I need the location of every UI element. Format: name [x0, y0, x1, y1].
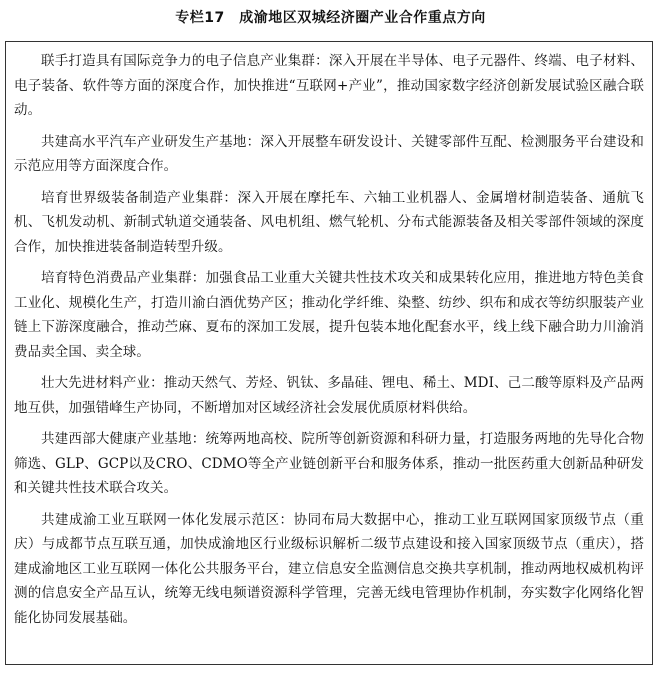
paragraph-industrial-internet	[14, 508, 644, 631]
paragraph-lead: 培育特色消费品产业集群：	[41, 270, 206, 286]
content-box	[5, 41, 653, 665]
paragraph-automotive	[14, 130, 644, 179]
paragraph-consumer-goods	[14, 266, 644, 364]
paragraph-materials	[14, 371, 644, 420]
paragraph-electronics	[14, 49, 644, 123]
paragraph-text: 推动天然气、芳烃、钒钛、多晶硅、锂电、稀土、MDI、己二酸等原料及产品两地互供，加强错峰生产协同，不断增加对区域经济社会发展优质原材料供给。	[14, 375, 645, 416]
paragraph-text: 深入开展在摩托车、六轴工业机器人、金属增材制造装备、通航飞机、飞机发动机、新制式轨道交通装备、风电机组、燃气轮机、分布式能源装备及相关零部件领域的深度合作，加快推进装备制造转型升级。	[14, 189, 644, 255]
paragraph-lead: 共建西部大健康产业基地：	[41, 431, 206, 447]
column-title: 专栏17 成渝地区双城经济圈产业合作重点方向	[175, 10, 486, 26]
paragraph-text: 协同布局大数据中心，推动工业互联网国家顶级节点（重庆）与成都节点互联互通，加快成渝地区行业级标识解析二级节点建设和接入国家顶级节点（重庆），搭建成渝地区工业互联网一体化公共服务平台，建立信息安全监测信息交换共享机制，推动两地权威机构评测的信息安全产品互认，统筹无线电频谱资源科学管理，完善无线电管理协作机制，夯实数字化网络化智能化协同发展基础。	[14, 511, 645, 626]
paragraph-text: 加强食品工业重大关键共性技术攻关和成果转化应用，推进地方特色美食工业化、规模化生产，打造川渝白酒优势产区；推动化学纤维、染整、纺纱、织布和成衣等纺织服装产业链上下游深度融合，推动苎麻、夏布的深加工发展，提升包装本地化配套水平，线上线下融合助力川渝消费品卖全国、卖全球。	[14, 270, 644, 360]
paragraph-lead: 培育世界级装备制造产业集群：	[41, 189, 238, 206]
paragraph-lead: 壮大先进材料产业：	[41, 375, 164, 391]
paragraph-health	[14, 427, 644, 501]
paragraph-lead: 共建成渝工业互联网一体化发展示范区：	[41, 511, 294, 528]
paragraph-lead: 联手打造具有国际竞争力的电子信息产业集群：	[41, 53, 329, 69]
paragraph-text: 统筹两地高校、院所等创新资源和科研力量，打造服务两地的先导化合物筛选、GLP、GCP以及CRO、CDMO等全产业链创新平台和服务体系，推动一批医药重大创新品种研发和关键共性技术联合攻关。	[14, 431, 644, 496]
paragraph-text: 深入开展整车研发设计、关键零部件互配、检测服务平台建设和示范应用等方面深度合作。	[14, 133, 644, 174]
paragraph-equipment	[14, 186, 644, 260]
paragraph-text: 深入开展在半导体、电子元器件、终端、电子材料、电子装备、软件等方面的深度合作，加快推进“互联网+产业”，推动国家数字经济创新发展试验区融合联动。	[14, 53, 644, 118]
paragraph-lead: 共建高水平汽车产业研发生产基地：	[41, 133, 261, 150]
